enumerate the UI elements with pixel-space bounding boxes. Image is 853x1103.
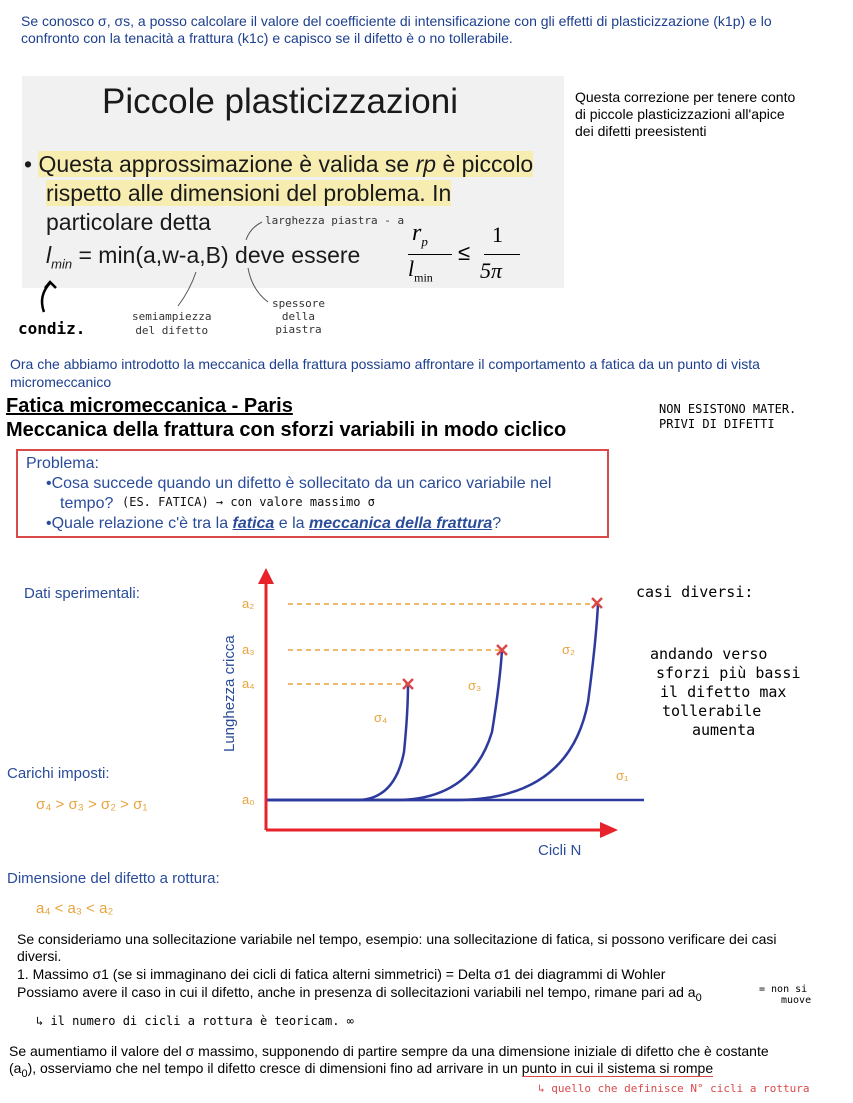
carichi-imposti: Carichi imposti: xyxy=(7,765,110,782)
x-axis-label: Cicli N xyxy=(538,842,582,859)
lmin: l xyxy=(46,242,52,268)
dimensione-difetto: Dimensione del difetto a rottura: xyxy=(7,870,220,887)
hand-andando-1: andando verso xyxy=(650,645,768,663)
hand-cicli-infinito: ↳ il numero di cicli a rottura è teoricam. ∞ xyxy=(36,1014,354,1028)
label-s4: σ₄ xyxy=(374,710,388,725)
label-s2: σ₂ xyxy=(562,642,576,657)
rhs-den: 5π xyxy=(480,258,503,283)
bullet-text-b: è piccolo xyxy=(436,151,534,177)
problem-b2-meccanica: meccanica della frattura xyxy=(309,515,493,532)
hand-semiampiezza xyxy=(132,310,211,338)
label-a4: a₄ xyxy=(242,676,255,691)
frac-num: r xyxy=(412,220,422,246)
hand-andando xyxy=(650,645,801,740)
hand-non-esistono-2: PRIVI DI DIFETTI xyxy=(659,417,775,431)
problem-title: Problema: xyxy=(26,455,99,472)
bottom-p1-line1: Se consideriamo una sollecitazione variabile nel tempo, esempio: una sollecitazione di fatica, si possono verificare dei casi xyxy=(17,931,777,947)
hand-andando-2: sforzi più bassi xyxy=(656,664,801,682)
hand-non-esistono xyxy=(659,402,796,432)
label-s3: σ₃ xyxy=(468,678,482,693)
bullet-rp: rp xyxy=(415,151,437,177)
bottom-p2: 1. Massimo σ1 (se si immaginano dei cicli di fatica alterni simmetrici) = Delta σ1 dei diagrammi di Wohler xyxy=(17,966,666,982)
y-axis-label: Lunghezza cricca xyxy=(221,635,238,752)
hand-andando-3: il difetto max xyxy=(660,683,787,701)
problem-b2-fatica: fatica xyxy=(232,515,275,532)
p4-sub: 0 xyxy=(21,1067,28,1080)
problem-b2-a: •Quale relazione c'è tra la xyxy=(46,515,233,532)
p4-a: (a xyxy=(9,1060,22,1076)
leq-sign: ≤ xyxy=(458,240,471,265)
rhs-num: 1 xyxy=(492,222,503,247)
hand-andando-5: aumenta xyxy=(692,721,756,739)
hand-condiz: condiz. xyxy=(18,319,86,338)
dimensione-relazione: a₄ < a₃ < a₂ xyxy=(36,900,114,917)
bullet-line-3: particolare detta xyxy=(46,209,211,235)
hand-non-esistono-1: NON ESISTONO MATER. xyxy=(659,402,797,416)
problem-b1-line1: •Cosa succede quando un difetto è sollecitato da un carico variabile nel xyxy=(46,475,552,492)
hand-arrows-1 xyxy=(0,0,853,400)
bottom-p4-line1: Se aumentiamo il valore del σ massimo, supponendo di partire sempre da una dimensione iniziale di difetto che è costante xyxy=(9,1043,769,1059)
label-s1: σ₁ xyxy=(616,768,629,783)
bullet-line-2: rispetto alle dimensioni del problema. In xyxy=(46,180,452,206)
y-axis-arrow xyxy=(258,568,274,584)
hand-andando-4: tollerabile xyxy=(662,702,762,720)
label-a0: a₀ xyxy=(242,792,255,807)
hand-muove: muove xyxy=(781,995,812,1006)
problem-b2-b: e la xyxy=(274,515,310,532)
hand-semiampiezza-2: del difetto xyxy=(135,324,209,337)
hand-non-si: = non si xyxy=(759,984,808,995)
slide-note-line-1: Questa correzione per tenere conto xyxy=(575,89,796,105)
heading-paris: Fatica micromeccanica - Paris xyxy=(6,395,293,417)
label-a3: a₃ xyxy=(242,642,255,657)
crack-growth-chart xyxy=(200,562,660,862)
bottom-p3-sub: 0 xyxy=(695,991,702,1004)
intro-line-2: confronto con la tenacità a frattura (k1c) e capisco se il difetto è o no tollerabile. xyxy=(21,30,513,46)
intro2-line-1: Ora che abbiamo introdotto la meccanica della frattura possiamo affrontare il comportamento a fatica da un punto di vista xyxy=(10,356,760,372)
hand-semiampiezza-1: semiampiezza xyxy=(132,310,212,323)
problem-b1-hand: (ES. FATICA) → con valore massimo σ xyxy=(122,495,375,509)
x-axis-arrow xyxy=(600,822,618,838)
p4-b: ), osserviamo che nel tempo il difetto cresce di dimensioni fino ad arrivare in un xyxy=(27,1060,522,1076)
hand-spessore xyxy=(272,297,325,336)
bottom-p1-line2: diversi. xyxy=(17,948,62,964)
slide-bullet: • Questa approssimazione è valida se rp è piccolo rispetto alle dimensioni del problema. In particolare detta $l_{min} = \min(a,w-a,B)$ deve essere xyxy=(24,150,564,279)
problem-box xyxy=(16,449,609,538)
curve-s4 xyxy=(266,684,408,800)
curve-s3 xyxy=(266,650,502,800)
hand-larghezza: larghezza piastra - a xyxy=(265,214,405,227)
heading-meccanica: Meccanica della frattura con sforzi variabili in modo ciclico xyxy=(6,419,567,441)
hand-spessore-2: della xyxy=(281,310,316,323)
lmin-sub: min xyxy=(51,256,73,272)
hand-spessore-1: spessore xyxy=(272,297,325,310)
slide-note-line-3: dei difetti preesistenti xyxy=(575,123,707,139)
problem-b2 xyxy=(46,515,501,533)
hand-spessore-3: piastra xyxy=(275,323,322,336)
frac-num-sub: p xyxy=(421,233,428,249)
p4-underlined: punto in cui il sistema si rompe xyxy=(521,1060,714,1076)
bottom-p3 xyxy=(17,984,702,1007)
slide-title: Piccole plasticizzazioni xyxy=(102,82,458,121)
curve-s2 xyxy=(266,604,598,800)
frac-den-sub: min xyxy=(414,270,433,285)
intro-line-1: Se conosco σ, σs, a posso calcolare il valore del coefficiente di intensificazione con gli effetti di plasticizzazione (k1p) e lo xyxy=(21,13,772,29)
hand-non-si-muove xyxy=(759,984,811,1006)
formula-rest: = min(a,w-a,B) deve essere xyxy=(72,242,361,268)
label-a2: a₂ xyxy=(242,596,255,611)
bottom-p4-line2 xyxy=(9,1060,713,1083)
bottom-p3-text: Possiamo avere il caso in cui il difetto, anche in presenza di sollecitazioni variabili nel tempo, rimane pari ad a xyxy=(17,984,696,1000)
bullet-text-a: Questa approssimazione è valida se xyxy=(38,151,416,177)
problem-b1-line2: tempo? xyxy=(60,495,114,512)
intro2-line-2: micromeccanico xyxy=(10,374,112,390)
hand-cicli-rottura: ↳ quello che definisce N° cicli a rottura xyxy=(538,1082,810,1095)
problem-b2-c: ? xyxy=(492,515,502,532)
slide-note-line-2: di piccole plasticizzazioni all'apice xyxy=(575,106,785,122)
dati-sperimentali: Dati sperimentali: xyxy=(24,585,140,602)
frac-den: l xyxy=(408,256,415,281)
hand-casi-diversi: casi diversi: xyxy=(636,583,754,601)
carichi-relazione: σ₄ > σ₃ > σ₂ > σ₁ xyxy=(36,796,148,813)
